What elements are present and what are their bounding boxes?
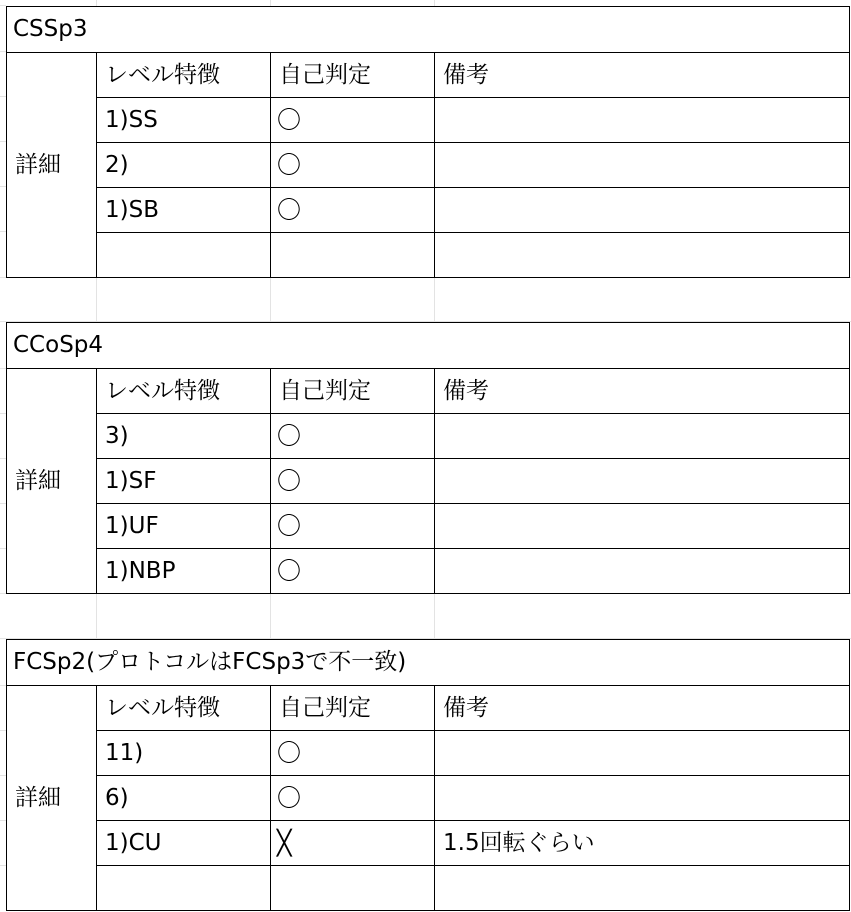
note-cell[interactable] <box>435 233 850 278</box>
note-cell[interactable] <box>435 188 850 233</box>
section-title-cell[interactable]: CSSp3 <box>7 7 850 53</box>
feature-cell[interactable]: 11) <box>97 731 271 776</box>
note-cell[interactable] <box>435 731 850 776</box>
feature-cell[interactable]: 1)SF <box>97 459 271 504</box>
note-cell[interactable] <box>435 504 850 549</box>
judge-cell[interactable]: 〇 <box>271 504 435 549</box>
feature-cell[interactable] <box>97 866 271 911</box>
judge-cell[interactable]: 〇 <box>271 549 435 594</box>
section-table-cssp3 <box>6 6 850 278</box>
note-cell[interactable]: 1.5回転ぐらい <box>435 821 850 866</box>
feature-cell[interactable]: 1)SB <box>97 188 271 233</box>
judge-cell[interactable]: 〇 <box>271 414 435 459</box>
judge-cell[interactable] <box>271 233 435 278</box>
group-label-cell[interactable]: 詳細 <box>7 686 97 911</box>
note-cell[interactable] <box>435 866 850 911</box>
header-feature-cell[interactable]: レベル特徴 <box>97 369 271 414</box>
section-title-cell[interactable]: FCSp2(プロトコルはFCSp3で不一致) <box>7 640 850 686</box>
header-note-cell[interactable]: 備考 <box>435 369 850 414</box>
header-judge-cell[interactable]: 自己判定 <box>271 686 435 731</box>
note-cell[interactable] <box>435 143 850 188</box>
judge-cell[interactable]: 〇 <box>271 459 435 504</box>
judge-cell[interactable]: 〇 <box>271 98 435 143</box>
judge-cell[interactable]: 〇 <box>271 731 435 776</box>
header-note-cell[interactable]: 備考 <box>435 53 850 98</box>
judge-cell[interactable]: 〇 <box>271 143 435 188</box>
feature-cell[interactable]: 1)SS <box>97 98 271 143</box>
judge-cell[interactable]: 〇 <box>271 188 435 233</box>
feature-cell[interactable]: 6) <box>97 776 271 821</box>
feature-cell[interactable]: 3) <box>97 414 271 459</box>
section-table-fcsp2 <box>6 639 850 911</box>
section-table-ccosp4 <box>6 322 850 594</box>
judge-cell[interactable]: 〇 <box>271 776 435 821</box>
note-cell[interactable] <box>435 776 850 821</box>
feature-cell[interactable]: 1)CU <box>97 821 271 866</box>
header-feature-cell[interactable]: レベル特徴 <box>97 53 271 98</box>
note-cell[interactable] <box>435 459 850 504</box>
header-judge-cell[interactable]: 自己判定 <box>271 53 435 98</box>
judge-cell[interactable] <box>271 866 435 911</box>
feature-cell[interactable]: 2) <box>97 143 271 188</box>
note-cell[interactable] <box>435 414 850 459</box>
feature-cell[interactable] <box>97 233 271 278</box>
feature-cell[interactable]: 1)UF <box>97 504 271 549</box>
section-title-cell[interactable]: CCoSp4 <box>7 323 850 369</box>
header-judge-cell[interactable]: 自己判定 <box>271 369 435 414</box>
note-cell[interactable] <box>435 549 850 594</box>
header-note-cell[interactable]: 備考 <box>435 686 850 731</box>
group-label-cell[interactable]: 詳細 <box>7 53 97 278</box>
note-cell[interactable] <box>435 98 850 143</box>
header-feature-cell[interactable]: レベル特徴 <box>97 686 271 731</box>
group-label-cell[interactable]: 詳細 <box>7 369 97 594</box>
feature-cell[interactable]: 1)NBP <box>97 549 271 594</box>
judge-cell[interactable]: ╳ <box>271 821 435 866</box>
